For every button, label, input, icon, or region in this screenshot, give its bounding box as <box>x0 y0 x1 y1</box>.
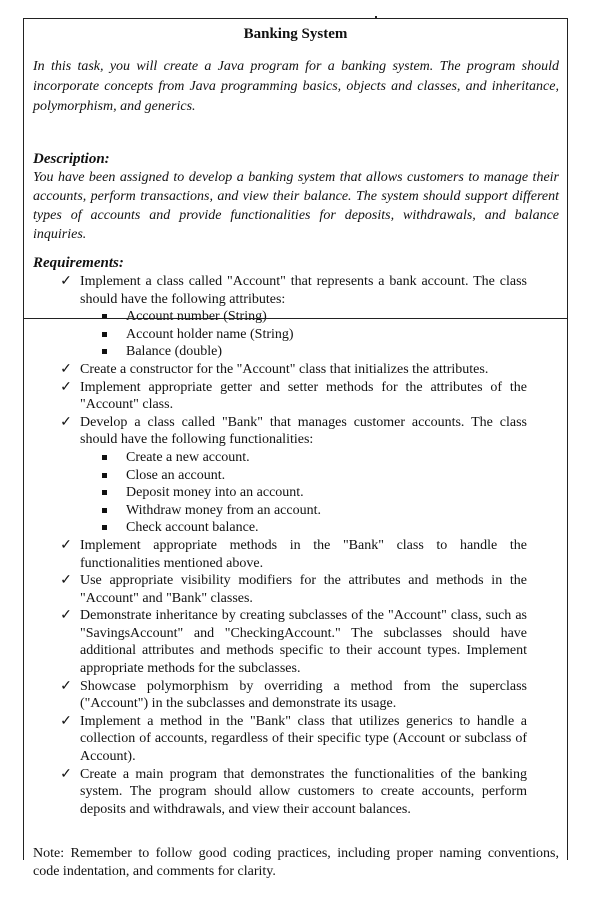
requirement-text: Create a constructor for the "Account" class that initializes the attributes. <box>80 361 489 377</box>
square-bullet-icon <box>102 349 107 354</box>
sub-requirement-item <box>102 308 527 326</box>
requirement-item <box>57 379 527 414</box>
sub-requirement-item <box>102 343 527 361</box>
sub-requirement-text: Close an account. <box>126 467 226 483</box>
square-bullet-icon <box>102 455 107 460</box>
requirements-heading: Requirements: <box>33 255 124 271</box>
note-paragraph: Note: Remember to follow good coding practices, including proper naming conventions, code indentation, and comments for clarity. <box>33 846 559 879</box>
checkmark-icon: ✓ <box>60 713 72 729</box>
description-heading: Description: <box>33 151 110 167</box>
sub-requirement-item <box>102 519 527 537</box>
description-paragraph: You have been assigned to develop a banking system that allows customers to manage their accounts, perform transactions, and view their balance. The system should support different types of accounts and provide functionalities for deposits, withdrawals, and balance inquiries. <box>33 170 559 242</box>
square-bullet-icon <box>102 473 107 478</box>
requirement-item <box>57 572 527 607</box>
checkmark-icon: ✓ <box>60 274 72 289</box>
requirement-text: Showcase polymorphism by overriding a method from the superclass ("Account") in the subclasses and demonstrate its usage. <box>80 678 527 712</box>
requirement-text: Demonstrate inheritance by creating subclasses of the "Account" class, such as "SavingsAccount" and "CheckingAccount." The subclasses should have additional attributes and methods specific to their account types. Implement appropriate methods for the subclasses. <box>80 608 527 677</box>
checkmark-icon: ✓ <box>60 537 72 553</box>
sub-requirement-item <box>102 502 527 520</box>
square-bullet-icon <box>102 332 107 337</box>
intro-paragraph: In this task, you will create a Java program for a banking system. The program should incorporate concepts from Java programming basics, objects and classes, and inheritance, polymorphism, and generics. <box>33 59 559 114</box>
square-bullet-icon <box>102 490 107 495</box>
requirement-item <box>57 537 527 572</box>
requirement-item <box>57 361 527 379</box>
checkmark-icon: ✓ <box>60 414 72 430</box>
requirement-text: Implement appropriate getter and setter methods for the attributes of the "Account" class. <box>80 379 527 413</box>
sub-requirement-text: Deposit money into an account. <box>126 485 304 501</box>
document-frame <box>23 18 568 879</box>
requirement-text: Implement a class called "Account" that represents a bank account. The class should have the following attributes: <box>80 274 527 307</box>
requirement-sublist <box>102 449 527 537</box>
requirement-item <box>57 273 527 361</box>
requirement-text: Develop a class called "Bank" that manages customer accounts. The class should have the following functionalities: <box>80 414 527 448</box>
page-break-line <box>23 318 568 319</box>
requirement-text: Create a main program that demonstrates the functionalities of the banking system. The program should allow customers to create accounts, perform deposits and withdrawals, and view their account balances. <box>80 766 527 817</box>
checkmark-icon: ✓ <box>60 379 72 395</box>
requirement-text: Use appropriate visibility modifiers for the attributes and methods in the "Account" and "Bank" classes. <box>80 573 527 606</box>
document-title: Banking System <box>243 26 348 42</box>
sub-requirement-text: Account holder name (String) <box>126 326 294 342</box>
sub-requirement-text: Balance (double) <box>126 344 223 360</box>
sub-requirement-text: Check account balance. <box>126 520 259 536</box>
sub-requirement-item <box>102 326 527 344</box>
requirements-list <box>57 273 527 818</box>
requirement-item <box>57 713 527 766</box>
checkmark-icon: ✓ <box>60 361 72 377</box>
requirement-item <box>57 766 527 819</box>
requirement-item <box>57 414 527 537</box>
checkmark-icon: ✓ <box>60 608 72 624</box>
sub-requirement-item <box>102 449 527 467</box>
checkmark-icon: ✓ <box>60 573 72 589</box>
sub-requirement-text: Withdraw money from an account. <box>126 502 321 518</box>
requirement-item <box>57 607 527 677</box>
requirement-text: Implement a method in the "Bank" class that utilizes generics to handle a collection of accounts, regardless of their specific type (Account or subclass of Account). <box>80 713 527 765</box>
sub-requirement-text: Account number (String) <box>126 309 267 325</box>
sub-requirement-item <box>102 467 527 485</box>
square-bullet-icon <box>102 525 107 530</box>
square-bullet-icon <box>102 508 107 513</box>
sub-requirement-item <box>102 484 527 502</box>
requirement-sublist <box>102 308 527 361</box>
checkmark-icon: ✓ <box>60 678 72 694</box>
sub-requirement-text: Create a new account. <box>126 449 250 465</box>
requirement-text: Implement appropriate methods in the "Bank" class to handle the functionalities mentioned above. <box>80 537 527 571</box>
requirement-item <box>57 678 527 713</box>
checkmark-icon: ✓ <box>60 766 72 782</box>
